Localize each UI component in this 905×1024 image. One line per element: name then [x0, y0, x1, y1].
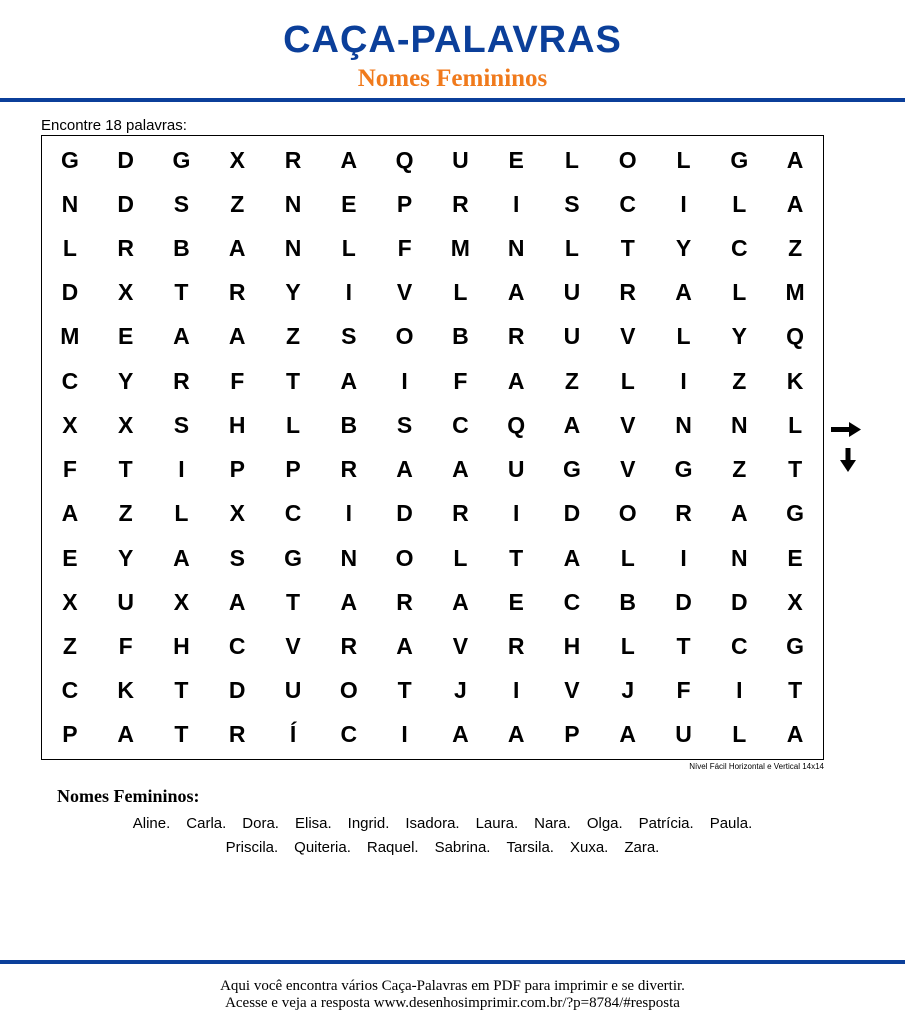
grid-letter: G: [563, 456, 581, 483]
grid-letter: V: [564, 677, 580, 704]
word-search-grid: [42, 136, 823, 759]
grid-letter: E: [341, 190, 357, 217]
grid-letter: P: [396, 190, 413, 217]
grid-letter: A: [396, 456, 413, 483]
grid-letter: U: [563, 323, 581, 350]
grid-letter: U: [452, 146, 469, 173]
grid-letter: R: [452, 500, 469, 527]
grid-letter: B: [619, 588, 637, 615]
grid-letter: E: [62, 544, 78, 571]
word-list-item: Xuxa.: [569, 839, 609, 856]
grid-letter: M: [785, 279, 805, 306]
grid-letter: G: [730, 146, 749, 173]
grid-letter: H: [228, 411, 246, 438]
word-search-grid-frame: [41, 135, 824, 760]
grid-letter: N: [731, 544, 748, 571]
grid-letter: I: [680, 544, 687, 571]
grid-letter: T: [174, 279, 189, 306]
grid-letter: R: [340, 632, 358, 659]
grid-letter: A: [228, 235, 246, 262]
grid-letter: A: [563, 544, 581, 571]
grid-letter: R: [117, 235, 134, 262]
grid-letter: S: [341, 323, 357, 350]
grid-letter: B: [173, 235, 190, 262]
grid-letter: S: [564, 190, 580, 217]
grid-letter: G: [674, 456, 693, 483]
word-list-item: Patrícia.: [638, 815, 694, 832]
grid-letter: O: [339, 677, 358, 704]
grid-letter: P: [229, 456, 245, 483]
grid-letter: L: [620, 632, 635, 659]
word-list-item: Tarsila.: [506, 839, 554, 856]
grid-letter: A: [563, 411, 581, 438]
grid-letter: S: [173, 190, 190, 217]
grid-letter: D: [731, 588, 748, 615]
word-list-item: Ingrid.: [347, 815, 390, 832]
grid-letter: E: [787, 544, 803, 571]
footer-line-1: Aqui você encontra vários Caça-Palavras em PDF para imprimir e se divertir.: [220, 978, 685, 994]
grid-letter: P: [564, 721, 580, 748]
grid-letter: A: [507, 721, 525, 748]
grid-letter: R: [228, 279, 246, 306]
grid-letter: T: [676, 632, 691, 659]
grid-letter: A: [675, 279, 692, 306]
word-list-item: Isadora.: [405, 815, 460, 832]
word-list-item: Carla.: [186, 815, 227, 832]
grid-letter: R: [507, 632, 525, 659]
grid-letter: Í: [289, 721, 297, 748]
grid-letter: V: [620, 323, 636, 350]
grid-letter: X: [118, 279, 134, 306]
grid-letter: Z: [788, 235, 803, 262]
page-subtitle: Nomes Femininos: [357, 65, 548, 92]
grid-letter: C: [284, 500, 302, 527]
grid-letter: I: [512, 190, 520, 217]
grid-letter: A: [786, 146, 804, 173]
grid-letter: D: [117, 190, 134, 217]
grid-letter: I: [680, 367, 687, 394]
word-list-item: Zara.: [624, 839, 660, 856]
grid-letter: F: [397, 235, 412, 262]
word-list-title: Nomes Femininos:: [57, 786, 200, 806]
grid-letter: G: [786, 632, 805, 659]
grid-letter: A: [507, 367, 525, 394]
grid-letter: L: [788, 411, 803, 438]
grid-letter: Q: [507, 411, 526, 438]
grid-letter: L: [564, 235, 579, 262]
grid-letter: R: [396, 588, 413, 615]
grid-letter: L: [620, 367, 635, 394]
grid-letter: M: [60, 323, 80, 350]
grid-letter: G: [284, 544, 302, 571]
grid-letter: Y: [285, 279, 301, 306]
grid-letter: B: [452, 323, 469, 350]
grid-letter: L: [62, 235, 77, 262]
grid-letter: C: [61, 677, 79, 704]
word-list-item: Aline.: [132, 815, 171, 832]
grid-letter: E: [508, 146, 524, 173]
word-list-row-2: [0, 839, 885, 857]
word-list-item: Sabrina.: [434, 839, 491, 856]
grid-letter: Z: [286, 323, 301, 350]
word-list-item: Raquel.: [366, 839, 419, 856]
grid-letter: T: [788, 677, 803, 704]
grid-letter: H: [173, 632, 190, 659]
grid-letter: T: [174, 677, 189, 704]
grid-letter: J: [621, 677, 635, 704]
word-list-item: Paula.: [709, 815, 753, 832]
grid-letter: A: [786, 721, 804, 748]
grid-letter: R: [507, 323, 525, 350]
grid-letter: V: [452, 632, 469, 659]
grid-letter: G: [786, 500, 805, 527]
grid-letter: Y: [118, 544, 134, 571]
grid-letter: S: [173, 411, 190, 438]
grid-letter: I: [178, 456, 185, 483]
grid-letter: X: [118, 411, 134, 438]
grid-letter: C: [731, 235, 748, 262]
grid-letter: J: [453, 677, 467, 704]
grid-letter: N: [675, 411, 692, 438]
arrow-right-icon: [831, 422, 861, 437]
grid-letter: U: [675, 721, 692, 748]
grid-letter: C: [619, 190, 637, 217]
grid-letter: Z: [732, 456, 747, 483]
grid-letter: R: [452, 190, 469, 217]
grid-letter: K: [786, 367, 804, 394]
grid-letter: Q: [395, 146, 414, 173]
grid-letter: R: [675, 500, 692, 527]
grid-letter: Z: [732, 367, 747, 394]
grid-letter: D: [563, 500, 581, 527]
grid-letter: E: [118, 323, 134, 350]
grid-letter: A: [340, 146, 358, 173]
grid-letter: N: [284, 235, 302, 262]
arrow-down-icon: [840, 448, 856, 472]
grid-letter: X: [229, 146, 245, 173]
grid-letter: X: [787, 588, 803, 615]
grid-letter: A: [452, 588, 469, 615]
grid-letter: A: [61, 500, 79, 527]
word-list-item: Quiteria.: [294, 839, 351, 856]
grid-letter: Q: [786, 323, 805, 350]
grid-letter: A: [117, 721, 134, 748]
word-list-item: Elisa.: [294, 815, 332, 832]
grid-letter: I: [736, 677, 743, 704]
grid-letter: V: [285, 632, 301, 659]
grid-letter: L: [732, 279, 747, 306]
grid-letter: R: [619, 279, 637, 306]
grid-letter: A: [228, 323, 246, 350]
grid-letter: P: [285, 456, 301, 483]
grid-letter: G: [60, 146, 79, 173]
grid-letter: T: [286, 367, 301, 394]
grid-letter: X: [62, 411, 78, 438]
grid-letter: N: [507, 235, 525, 262]
grid-letter: Z: [564, 367, 579, 394]
top-divider: [0, 98, 905, 102]
grid-letter: A: [507, 279, 525, 306]
grid-letter: L: [676, 323, 691, 350]
grid-letter: C: [452, 411, 469, 438]
grid-letter: O: [618, 500, 637, 527]
grid-letter: L: [732, 190, 747, 217]
grid-letter: V: [396, 279, 413, 306]
grid-letter: L: [286, 411, 301, 438]
grid-letter: Y: [118, 367, 134, 394]
grid-letter: A: [173, 323, 190, 350]
grid-letter: Z: [118, 500, 133, 527]
grid-letter: R: [173, 367, 190, 394]
grid-letter: O: [618, 146, 637, 173]
grid-letter: L: [620, 544, 635, 571]
grid-letter: U: [117, 588, 134, 615]
word-list-item: Laura.: [475, 815, 519, 832]
grid-letter: I: [401, 721, 408, 748]
grid-letter: N: [61, 190, 79, 217]
grid-letter: N: [731, 411, 748, 438]
word-list-item: Priscila.: [225, 839, 279, 856]
bottom-divider: [0, 960, 905, 964]
grid-letter: A: [173, 544, 190, 571]
grid-letter: L: [676, 146, 691, 173]
grid-letter: X: [62, 588, 78, 615]
grid-letter: F: [62, 456, 77, 483]
grid-letter: A: [731, 500, 748, 527]
grid-letter: T: [397, 677, 412, 704]
grid-letter: F: [118, 632, 133, 659]
grid-letter: A: [452, 721, 469, 748]
grid-letter: U: [284, 677, 302, 704]
grid-letter: L: [453, 544, 468, 571]
grid-letter: A: [452, 456, 469, 483]
grid-letter: C: [340, 721, 358, 748]
grid-letter: C: [563, 588, 581, 615]
grid-letter: O: [395, 544, 414, 571]
grid-letter: V: [620, 456, 636, 483]
grid-letter: C: [61, 367, 79, 394]
grid-letter: H: [563, 632, 581, 659]
grid-letter: A: [340, 367, 358, 394]
word-list-item: Nara.: [534, 815, 571, 832]
grid-letter: V: [620, 411, 636, 438]
grid-letter: L: [174, 500, 189, 527]
grid-letter: R: [228, 721, 246, 748]
grid-letter: F: [230, 367, 245, 394]
grid-letter: R: [340, 456, 358, 483]
grid-letter: Z: [62, 632, 77, 659]
grid-letter: F: [676, 677, 691, 704]
grid-letter: A: [786, 190, 804, 217]
grid-letter: E: [508, 588, 524, 615]
word-list-item: Dora.: [242, 815, 279, 832]
grid-letter: S: [229, 544, 245, 571]
grid-letter: I: [345, 500, 352, 527]
grid-letter: A: [228, 588, 246, 615]
grid-letter: U: [563, 279, 581, 306]
grid-letter: T: [620, 235, 635, 262]
difficulty-level-note: Nível Fácil Horizontal e Vertical 14x14: [689, 762, 824, 771]
grid-letter: I: [512, 677, 520, 704]
grid-letter: L: [564, 146, 579, 173]
instructions-text: Encontre 18 palavras:: [41, 117, 187, 134]
grid-letter: Y: [675, 235, 692, 262]
grid-letter: N: [284, 190, 302, 217]
grid-letter: D: [675, 588, 692, 615]
grid-letter: Z: [230, 190, 245, 217]
grid-letter: T: [174, 721, 189, 748]
grid-letter: M: [450, 235, 470, 262]
grid-letter: T: [286, 588, 301, 615]
grid-letter: X: [173, 588, 190, 615]
grid-letter: L: [732, 721, 747, 748]
grid-letter: T: [118, 456, 133, 483]
grid-letter: R: [284, 146, 302, 173]
page-title: CAÇA-PALAVRAS: [283, 19, 622, 61]
word-list-item: Olga.: [586, 815, 623, 832]
grid-letter: I: [345, 279, 352, 306]
grid-letter: S: [396, 411, 413, 438]
grid-letter: D: [228, 677, 246, 704]
grid-letter: I: [680, 190, 687, 217]
grid-letter: G: [172, 146, 191, 173]
grid-letter: A: [340, 588, 358, 615]
word-list-row-1: [0, 815, 885, 833]
grid-letter: D: [396, 500, 413, 527]
grid-letter: T: [509, 544, 524, 571]
grid-letter: P: [62, 721, 78, 748]
grid-letter: Y: [731, 323, 747, 350]
grid-letter: L: [341, 235, 356, 262]
grid-letter: B: [340, 411, 358, 438]
grid-letter: D: [117, 146, 134, 173]
grid-letter: A: [396, 632, 413, 659]
grid-letter: L: [453, 279, 468, 306]
grid-letter: A: [619, 721, 637, 748]
grid-letter: I: [401, 367, 408, 394]
grid-letter: K: [117, 677, 134, 704]
grid-letter: N: [340, 544, 358, 571]
direction-arrows: [830, 420, 864, 476]
grid-letter: C: [228, 632, 246, 659]
grid-letter: D: [61, 279, 79, 306]
grid-letter: O: [395, 323, 414, 350]
grid-letter: C: [731, 632, 748, 659]
grid-letter: F: [453, 367, 468, 394]
grid-letter: X: [229, 500, 245, 527]
grid-letter: U: [507, 456, 525, 483]
footer-line-2: Acesse e veja a resposta www.desenhosimprimir.com.br/?p=8784/#resposta: [225, 995, 680, 1011]
grid-letter: I: [512, 500, 520, 527]
grid-letter: T: [788, 456, 803, 483]
